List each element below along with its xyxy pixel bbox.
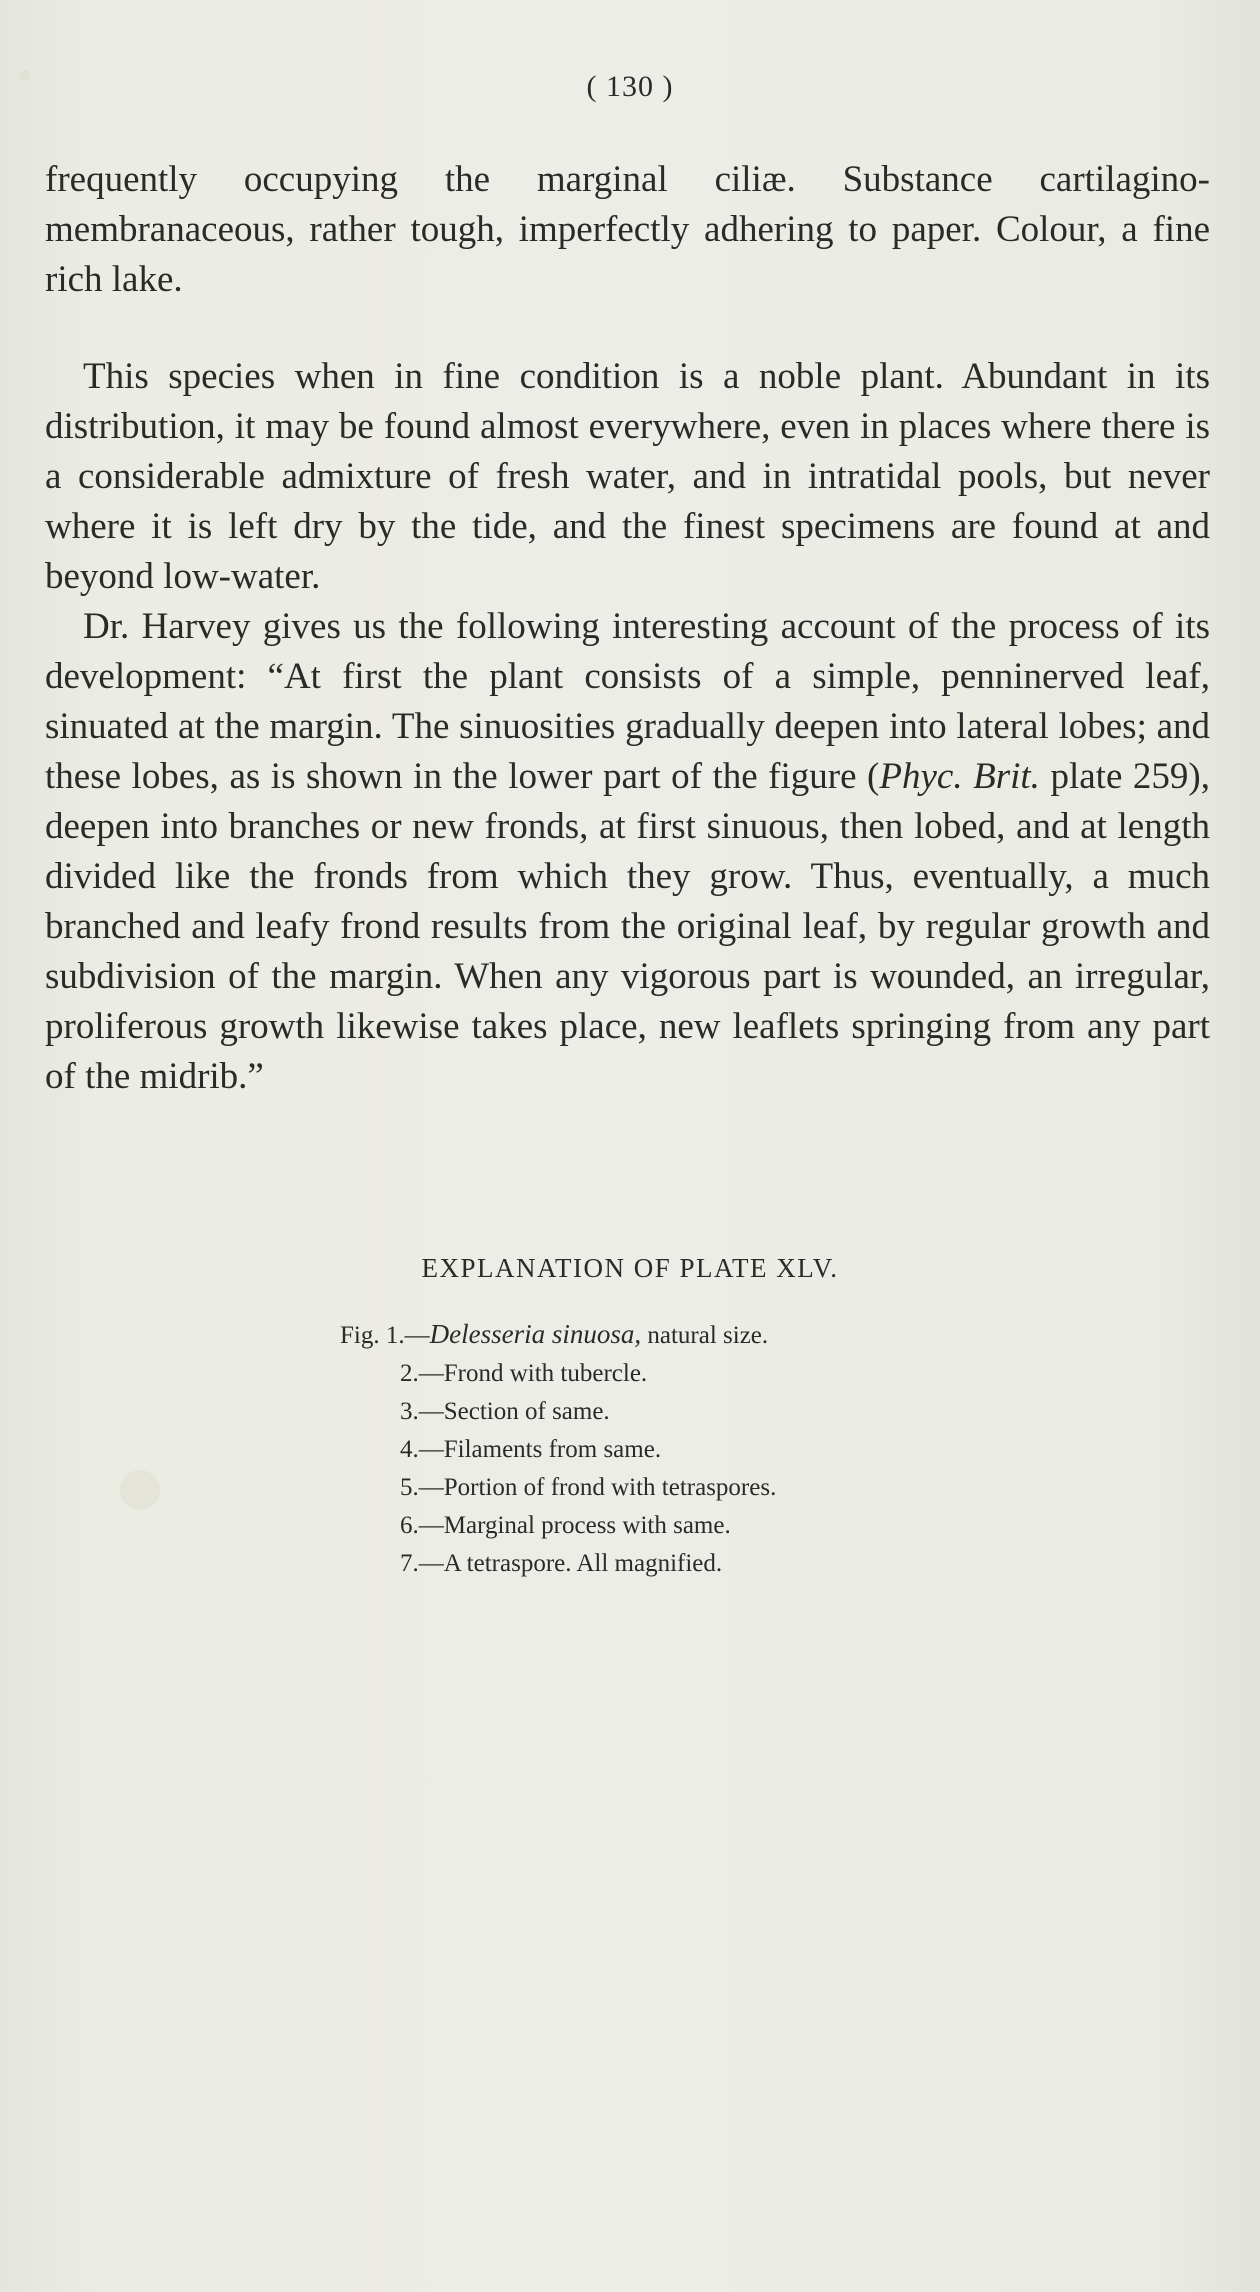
harvey-quote-paragraph — [45, 602, 1210, 1102]
quote-text-start: Dr. Harvey gives us the following interesting account of the process of its development: “At first the plant consists of a simple, penninerved leaf, sinuated at the margin. The sinuosities gradually deepen into lateral lobes; and these lobes, as is shown in the lower part of the figure ( — [45, 606, 1210, 797]
figure-prefix: Fig. 1.— — [340, 1322, 430, 1349]
species-account — [45, 352, 1210, 1102]
paragraph-text: frequently occupying the marginal ciliæ. Substance cartilagino-membranaceous, rather tough, imperfectly adhering to paper. Colour, a fine rich lake. — [45, 159, 1210, 300]
figure-item: 5.—Portion of frond with tetraspores. — [400, 1474, 777, 1501]
paragraph-continuation — [45, 155, 1210, 305]
figure-item: 6.—Marginal process with same. — [400, 1512, 731, 1539]
figure-item: 3.—Section of same. — [400, 1398, 610, 1425]
paper-stain — [120, 1470, 160, 1510]
figure-item: 4.—Filaments from same. — [400, 1436, 662, 1463]
figure-description: natural size. — [641, 1322, 769, 1349]
paragraph-text: This species when in fine condition is a noble plant. Abundant in its distribution, it may be found almost everywhere, even in places where there is a considerable admixture of fresh water, and in intratidal pools, but never where it is left dry by the tide, and the finest specimens are found at and beyond low-water. — [45, 356, 1210, 597]
plate-explanation-heading: EXPLANATION OF PLATE XLV. — [421, 1253, 839, 1283]
figure-list — [340, 1315, 776, 1583]
page-number: ( 130 ) — [586, 70, 674, 103]
figure-item: 7.—A tetraspore. All magnified. — [400, 1550, 723, 1577]
quote-text-end: plate 259), deepen into branches or new fronds, at first sinuous, then lobed, and at length divided like the fronds from which they grow. Thus, eventually, a much branched and leafy frond results from the original leaf, by regular growth and subdivision of the margin. When any vigorous part is wounded, an irregular, proliferous growth likewise takes place, new leaflets springing from any part of the midrib.” — [45, 756, 1210, 1097]
figure-item: 2.—Frond with tubercle. — [400, 1360, 648, 1387]
citation-title: Phyc. Brit. — [879, 756, 1040, 797]
species-name: Delesseria sinuosa, — [429, 1319, 642, 1349]
figure-item — [340, 1315, 776, 1355]
